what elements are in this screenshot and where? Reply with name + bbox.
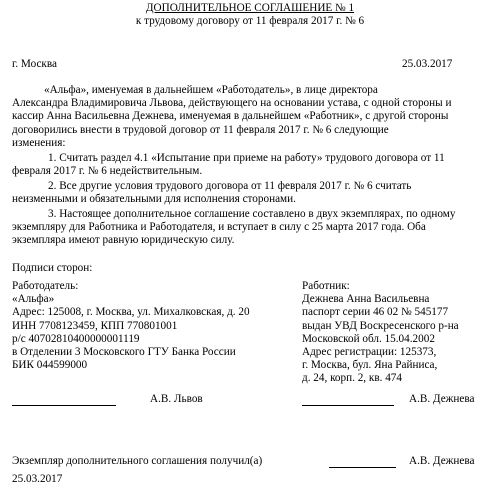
employer-detail-line: в Отделении 3 Московского ГТУ Банка России [12, 346, 236, 359]
clause-line: февраля 2017 г. № 6 недействительным. [12, 165, 203, 178]
employee-details [302, 280, 459, 386]
intro-line: договорились внести в трудовой договор от 11 февраля 2017 г. № 6 следующие [12, 123, 389, 136]
employee-detail-line: Дежнева Анна Васильевна [302, 293, 430, 306]
clause-2 [12, 180, 411, 206]
employer-detail-line: БИК 044599000 [12, 359, 88, 372]
employer-signer-name: А.В. Львов [150, 393, 203, 405]
employee-detail-line: Московской обл. 15.04.2002 [302, 332, 435, 345]
employer-detail-line: Работодатель: [12, 280, 79, 292]
signatures-heading: Подписи сторон: [12, 262, 93, 274]
intro-paragraph [12, 84, 451, 150]
clause-line: 1. Считать раздел 4.1 «Испытание при приеме на работу» трудового договора от 11 [48, 152, 445, 164]
clause-3 [12, 208, 455, 248]
intro-line: «Альфа», именуемая в дальнейшем «Работодатель», в лице директора [44, 84, 378, 96]
clause-line: экземпляру для Работника и Работодателя, и вступает в силу с 25 марта 2017 года. Оба [12, 221, 426, 234]
employer-detail-line: Адрес: 125008, г. Москва, ул. Михалковская, д. 20 [12, 306, 250, 319]
employer-details [12, 280, 250, 372]
employer-detail-line: р/с 40702810400000001119 [12, 332, 140, 345]
clause-line: 3. Настоящее дополнительное соглашение составлено в двух экземплярах, по одному [48, 208, 456, 220]
employee-detail-line: выдан УВД Воскресенского р-на [302, 319, 459, 332]
employee-detail-line: г. Москва, бул. Яна Райниса, [302, 359, 438, 372]
document-city: г. Москва [12, 58, 57, 70]
employee-detail-line: Работник: [302, 280, 350, 292]
clause-line: экземпляра имеют равную юридическую силу. [12, 234, 235, 247]
employee-detail-line: д. 24, корп. 2, кв. 474 [302, 372, 402, 385]
employer-signature-line [12, 405, 116, 406]
employee-signer-name: А.В. Дежнева [409, 393, 475, 405]
employee-detail-line: Адрес регистрации: 125373, [302, 346, 437, 359]
clause-line: 2. Все другие условия трудового договора от 11 февраля 2017 г. № 6 считать [48, 180, 412, 192]
receipt-signature-line [329, 467, 396, 468]
receipt-date: 25.03.2017 [12, 473, 63, 485]
receipt-text: Экземпляр дополнительного соглашения получил(а) [12, 455, 263, 467]
clause-line: неизменными и обязательными для исполнения сторонами. [12, 193, 296, 206]
document-title: ДОПОЛНИТЕЛЬНОЕ СОГЛАШЕНИЕ № 1 [145, 2, 355, 14]
clause-1 [12, 152, 445, 178]
document-date: 25.03.2017 [402, 58, 453, 70]
receipt-signer-name: А.В. Дежнева [409, 455, 475, 467]
employer-detail-line: «Альфа» [12, 293, 55, 306]
document-subtitle: к трудовому договору от 11 февраля 2017 г. № 6 [135, 15, 365, 27]
employer-detail-line: ИНН 7708123459, КПП 770801001 [12, 319, 178, 332]
employee-detail-line: паспорт серии 46 02 № 545177 [302, 306, 449, 319]
intro-line: кассир Анна Васильевна Дежнева, именуемая в дальнейшем «Работник», с другой стороны [12, 110, 449, 123]
intro-line: изменения: [12, 136, 66, 149]
employee-signature-line [302, 405, 394, 406]
intro-line: Александра Владимировича Львова, действующего на основании устава, с одной стороны и [12, 97, 452, 110]
